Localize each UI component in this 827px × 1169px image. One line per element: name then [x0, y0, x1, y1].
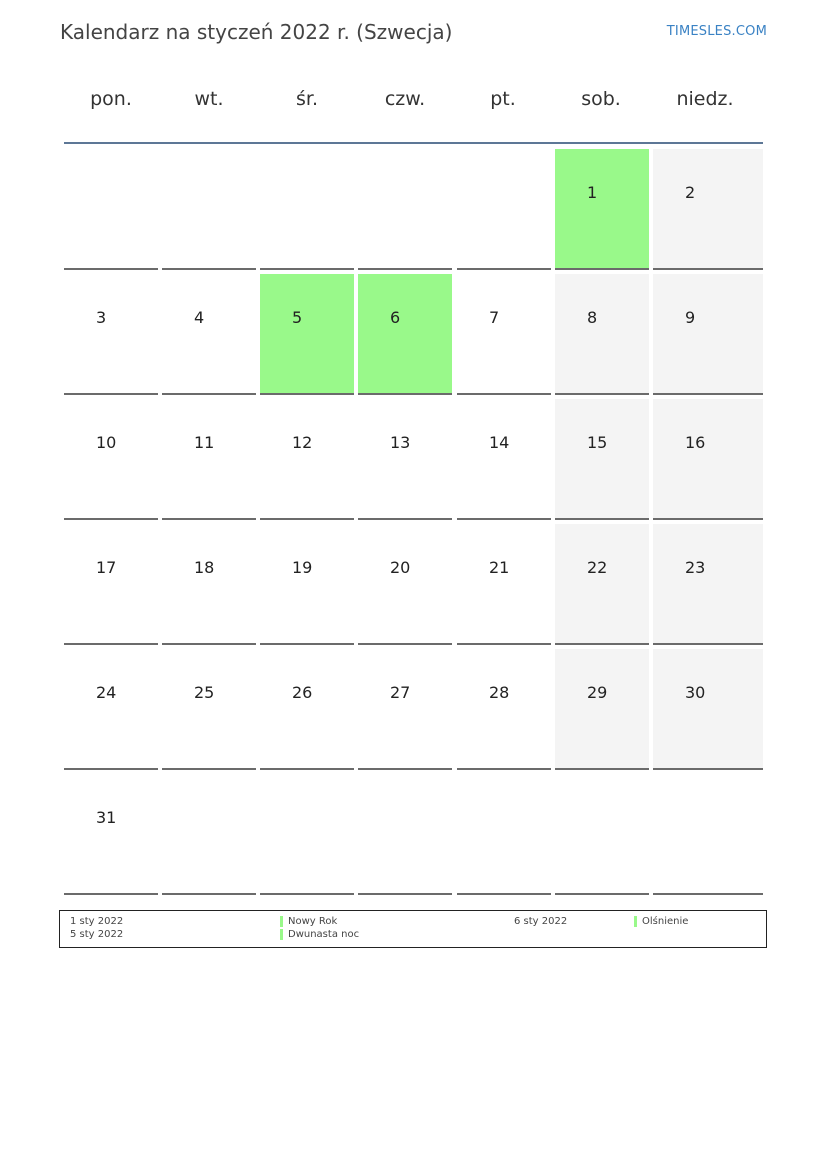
page-title: Kalendarz na styczeń 2022 r. (Szwecja) [60, 20, 453, 44]
day-number: 27 [390, 683, 411, 702]
empty-cell-sat [555, 774, 649, 895]
day-cell-8[interactable] [555, 274, 649, 395]
day-cell-13[interactable] [358, 399, 452, 520]
legend-date-2: 5 sty 2022 [70, 929, 124, 940]
legend-holiday-2: Dwunasta noc [288, 929, 360, 940]
day-number: 7 [489, 308, 500, 327]
day-number: 12 [292, 433, 313, 452]
day-number: 16 [685, 433, 706, 452]
day-cell-20[interactable] [358, 524, 452, 645]
holiday-legend [59, 910, 767, 948]
day-cell-18[interactable] [162, 524, 256, 645]
day-number: 14 [489, 433, 510, 452]
day-cell-9[interactable] [653, 274, 763, 395]
day-cell-27[interactable] [358, 649, 452, 770]
day-number: 6 [390, 308, 401, 327]
weekday-tue: wt. [194, 88, 224, 110]
day-cell-1[interactable] [555, 149, 649, 270]
day-number: 24 [96, 683, 117, 702]
day-number: 13 [390, 433, 411, 452]
empty-cell-wed [260, 149, 354, 270]
day-number: 25 [194, 683, 215, 702]
day-cell-28[interactable] [457, 649, 551, 770]
day-number: 29 [587, 683, 608, 702]
empty-cell-tue [162, 149, 256, 270]
weekday-mon: pon. [90, 88, 132, 110]
day-number: 2 [685, 183, 696, 202]
day-cell-25[interactable] [162, 649, 256, 770]
day-cell-17[interactable] [64, 524, 158, 645]
day-number: 1 [587, 183, 598, 202]
weekday-wed: śr. [295, 88, 318, 110]
empty-cell-mon [64, 149, 158, 270]
day-number: 9 [685, 308, 696, 327]
day-number: 26 [292, 683, 313, 702]
day-cell-10[interactable] [64, 399, 158, 520]
day-cell-29[interactable] [555, 649, 649, 770]
legend-color-swatch [280, 916, 283, 927]
weekday-fri: pt. [490, 88, 516, 110]
day-cell-12[interactable] [260, 399, 354, 520]
empty-cell-wed [260, 774, 354, 895]
day-number: 4 [194, 308, 205, 327]
day-cell-24[interactable] [64, 649, 158, 770]
empty-cell-thu [358, 774, 452, 895]
weekday-thu: czw. [384, 88, 426, 110]
day-cell-14[interactable] [457, 399, 551, 520]
day-number: 22 [587, 558, 608, 577]
day-cell-7[interactable] [457, 274, 551, 395]
day-cell-16[interactable] [653, 399, 763, 520]
day-number: 17 [96, 558, 117, 577]
day-number: 10 [96, 433, 117, 452]
day-cell-3[interactable] [64, 274, 158, 395]
legend-holiday-3: Olśnienie [642, 916, 689, 927]
day-cell-11[interactable] [162, 399, 256, 520]
weekday-sun: niedz. [676, 88, 734, 110]
empty-cell-fri [457, 774, 551, 895]
day-number: 8 [587, 308, 598, 327]
day-cell-23[interactable] [653, 524, 763, 645]
day-cell-6[interactable] [358, 274, 452, 395]
day-cell-30[interactable] [653, 649, 763, 770]
legend-color-swatch [634, 916, 637, 927]
empty-cell-thu [358, 149, 452, 270]
day-number: 5 [292, 308, 303, 327]
day-number: 23 [685, 558, 706, 577]
day-cell-2[interactable] [653, 149, 763, 270]
day-number: 28 [489, 683, 510, 702]
empty-cell-fri [457, 149, 551, 270]
day-cell-15[interactable] [555, 399, 649, 520]
legend-color-swatch [280, 929, 283, 940]
day-cell-22[interactable] [555, 524, 649, 645]
day-cell-5[interactable] [260, 274, 354, 395]
empty-cell-tue [162, 774, 256, 895]
weekday-sat: sob. [581, 88, 621, 110]
day-number: 21 [489, 558, 510, 577]
day-number: 15 [587, 433, 608, 452]
day-number: 30 [685, 683, 706, 702]
legend-holiday-1: Nowy Rok [288, 916, 338, 927]
day-cell-21[interactable] [457, 524, 551, 645]
day-number: 31 [96, 808, 117, 827]
day-cell-19[interactable] [260, 524, 354, 645]
day-number: 3 [96, 308, 107, 327]
legend-date-3: 6 sty 2022 [514, 916, 568, 927]
day-cell-26[interactable] [260, 649, 354, 770]
empty-cell-sun [653, 774, 763, 895]
day-cell-31[interactable] [64, 774, 158, 895]
day-number: 20 [390, 558, 411, 577]
day-number: 18 [194, 558, 215, 577]
day-number: 19 [292, 558, 313, 577]
brand-logo[interactable]: TIMESLES.COM [666, 24, 767, 39]
day-number: 11 [194, 433, 215, 452]
day-cell-4[interactable] [162, 274, 256, 395]
legend-date-1: 1 sty 2022 [70, 916, 124, 927]
